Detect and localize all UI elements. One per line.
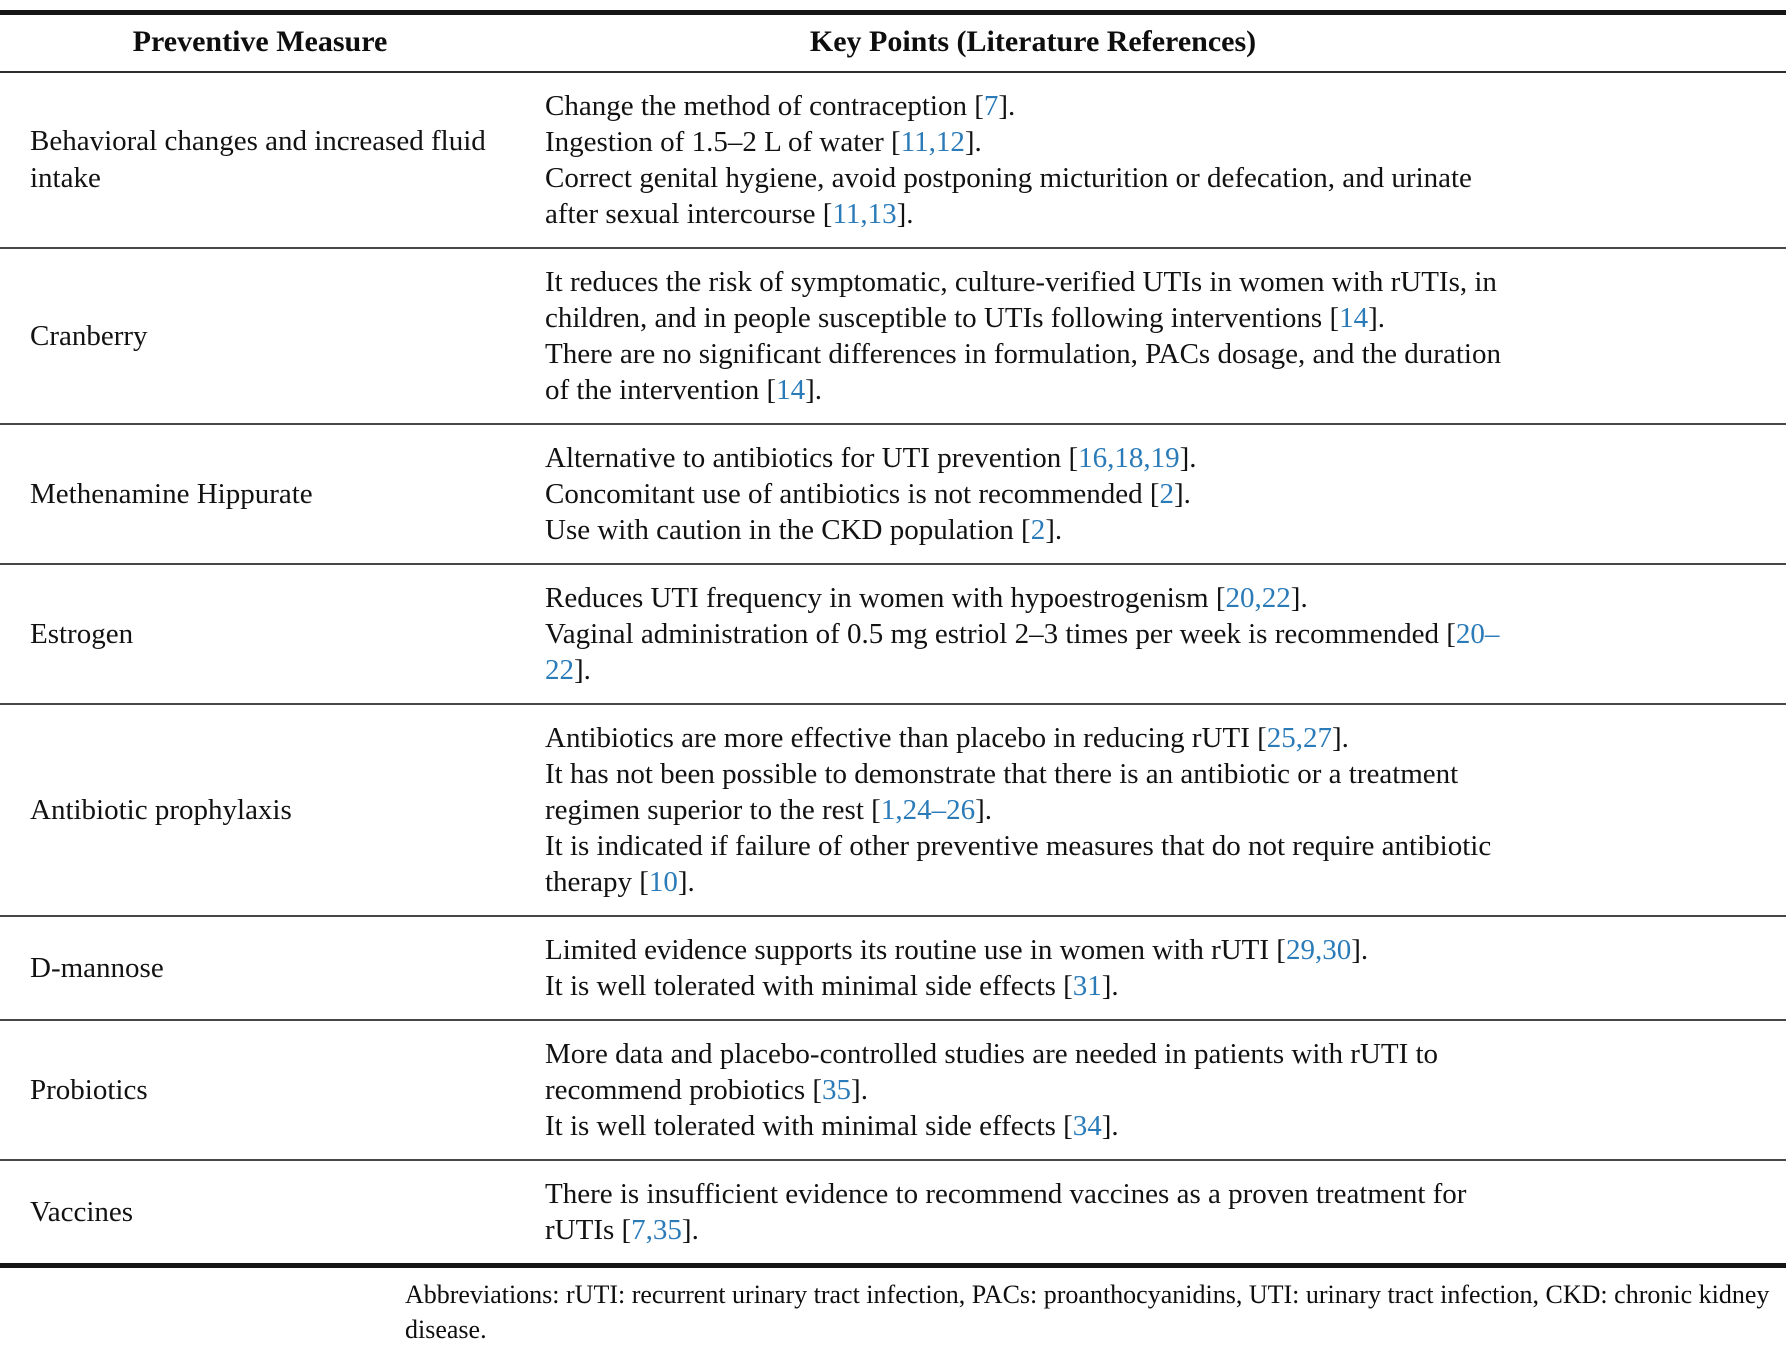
table-row (0, 248, 1786, 424)
key-point-line (545, 932, 1521, 968)
measure-cell: D-mannose (0, 916, 520, 1020)
key-point-line (545, 264, 1521, 336)
table-row (0, 72, 1786, 248)
key-points-cell (520, 564, 1786, 704)
preventive-measures-table (0, 10, 1786, 1268)
citation-ref[interactable]: 2 (1030, 514, 1046, 546)
key-point-line (545, 160, 1521, 232)
citation-ref[interactable]: 29,30 (1285, 934, 1352, 966)
key-points-cell (520, 72, 1786, 248)
key-point-text: ]. (681, 1214, 699, 1246)
key-point-text: It reduces the risk of symptomatic, culture-verified UTIs in women with rUTIs, in children, and in people susceptible to UTIs following interventions [ (545, 266, 1497, 334)
key-point-text: ]. (1174, 478, 1191, 510)
key-point-text: There is insufficient evidence to recommend vaccines as a proven treatment for rUTIs [ (545, 1178, 1467, 1246)
column-header-key-points: Key Points (Literature References) (520, 13, 1786, 73)
key-point-text: ]. (1101, 1110, 1119, 1142)
measure-cell: Cranberry (0, 248, 520, 424)
key-point-text: ]. (998, 90, 1016, 122)
key-point-line (545, 756, 1521, 828)
key-point-text: ]. (677, 866, 695, 898)
citation-ref[interactable]: 1,24–26 (880, 794, 976, 826)
key-point-text: ]. (805, 374, 823, 406)
citation-ref[interactable]: 35 (822, 1074, 852, 1106)
citation-ref[interactable]: 20–22 (545, 618, 1500, 686)
key-point-line (545, 720, 1521, 756)
citation-ref[interactable]: 11,13 (832, 198, 897, 230)
key-point-line (545, 336, 1521, 408)
key-point-line (545, 1176, 1521, 1248)
table-row (0, 1020, 1786, 1160)
key-point-text: Alternative to antibiotics for UTI prevention [ (545, 442, 1079, 474)
citation-ref[interactable]: 11,12 (900, 126, 965, 158)
citation-ref[interactable]: 20,22 (1225, 582, 1291, 614)
key-point-text: ]. (1351, 934, 1369, 966)
key-point-text: ]. (574, 654, 591, 686)
table-row (0, 424, 1786, 564)
key-point-line (545, 968, 1521, 1004)
table-row (0, 916, 1786, 1020)
measure-cell: Probiotics (0, 1020, 520, 1160)
citation-ref[interactable]: 7,35 (631, 1214, 682, 1246)
citation-ref[interactable]: 34 (1072, 1110, 1102, 1142)
key-point-text: ]. (975, 794, 992, 826)
key-point-text: Limited evidence supports its routine use in women with rUTI [ (545, 934, 1286, 966)
citation-ref[interactable]: 14 (1339, 302, 1369, 334)
table-header (0, 13, 1786, 73)
key-point-line (545, 476, 1521, 512)
measure-cell: Vaccines (0, 1160, 520, 1266)
key-point-text: Concomitant use of antibiotics is not recommended [ (545, 478, 1160, 510)
table-row (0, 1160, 1786, 1266)
citation-ref[interactable]: 2 (1159, 478, 1175, 510)
key-point-text: ]. (1101, 970, 1119, 1002)
citation-ref[interactable]: 10 (648, 866, 678, 898)
key-point-line (545, 1036, 1521, 1108)
key-point-text: Correct genital hygiene, avoid postponing micturition or defecation, and urinate after sexual intercourse [ (545, 162, 1472, 230)
citation-ref[interactable]: 16,18,19 (1078, 442, 1180, 474)
key-point-text: Antibiotics are more effective than placebo in reducing rUTI [ (545, 722, 1267, 754)
key-point-line (545, 616, 1521, 688)
table-footnote: Abbreviations: rUTI: recurrent urinary tract infection, PACs: proanthocyanidins, UTI: urinary tract infection, CKD: chronic kidney disease. (405, 1280, 1770, 1344)
key-point-text: ]. (851, 1074, 868, 1106)
key-points-cell (520, 704, 1786, 916)
key-point-text: It is well tolerated with minimal side effects [ (545, 1110, 1073, 1142)
key-point-text: It has not been possible to demonstrate that there is an antibiotic or a treatment regimen superior to the rest [ (545, 758, 1459, 826)
key-points-cell (520, 1160, 1786, 1266)
key-point-text: There are no significant differences in formulation, PACs dosage, and the duration of the intervention [ (545, 338, 1501, 406)
key-point-text: ]. (896, 198, 914, 230)
key-point-text: ]. (1290, 582, 1308, 614)
key-point-text: ]. (1368, 302, 1386, 334)
key-point-line (545, 512, 1521, 548)
citation-ref[interactable]: 14 (776, 374, 806, 406)
key-points-cell (520, 916, 1786, 1020)
key-point-text: ]. (1332, 722, 1349, 754)
key-point-line (545, 580, 1521, 616)
key-point-line (545, 440, 1521, 476)
citation-ref[interactable]: 31 (1072, 970, 1102, 1002)
key-point-text: It is well tolerated with minimal side effects [ (545, 970, 1073, 1002)
key-point-text: ]. (1045, 514, 1063, 546)
header-row (0, 13, 1786, 73)
table-row (0, 704, 1786, 916)
key-point-text: It is indicated if failure of other preventive measures that do not require antibiotic therapy [ (545, 830, 1492, 898)
key-point-line (545, 1108, 1521, 1144)
measure-cell: Methenamine Hippurate (0, 424, 520, 564)
key-point-line (545, 88, 1521, 124)
table-body (0, 72, 1786, 1266)
key-point-line (545, 124, 1521, 160)
key-point-text: Use with caution in the CKD population [ (545, 514, 1031, 546)
key-points-cell (520, 424, 1786, 564)
measure-cell: Estrogen (0, 564, 520, 704)
key-point-text: ]. (964, 126, 982, 158)
key-point-text: Vaginal administration of 0.5 mg estriol 2–3 times per week is recommended [ (545, 618, 1456, 650)
key-point-line (545, 828, 1521, 900)
column-header-preventive-measure: Preventive Measure (0, 13, 520, 73)
measure-cell: Behavioral changes and increased fluid intake (30, 125, 486, 194)
key-point-text: Ingestion of 1.5–2 L of water [ (545, 126, 901, 158)
key-point-text: ]. (1179, 442, 1197, 474)
key-points-cell (520, 248, 1786, 424)
citation-ref[interactable]: 25,27 (1266, 722, 1333, 754)
citation-ref[interactable]: 7 (983, 90, 999, 122)
key-points-cell (520, 1020, 1786, 1160)
measure-cell: Antibiotic prophylaxis (0, 704, 520, 916)
key-point-text: Reduces UTI frequency in women with hypoestrogenism [ (545, 582, 1226, 614)
table-row (0, 564, 1786, 704)
key-point-text: Change the method of contraception [ (545, 90, 984, 122)
key-point-text: More data and placebo-controlled studies are needed in patients with rUTI to recommend probiotics [ (545, 1038, 1439, 1106)
